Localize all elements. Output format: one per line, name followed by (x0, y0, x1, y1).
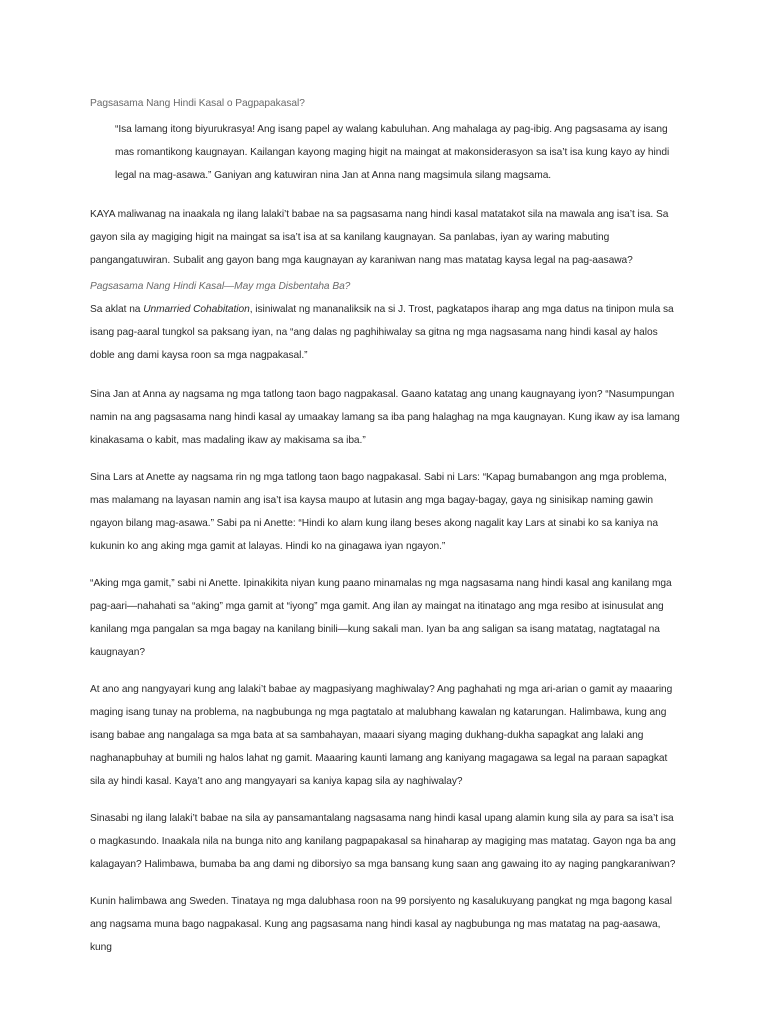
paragraph-trial: Sinasabi ng ilang lalaki’t babae na sila ay pansamantalang nagsasama nang hindi kasal upang alamin kung sila ay para sa isa’t isa o magkasundo. Inaakala nila na bunga nito ang kanilang pagpapakasal sa hinaharap ay magiging mas matatag. Gayon nga ba ang kalagayan? Halimbawa, bumaba ba ang dami ng diborsiyo sa mga bansang kung saan ang gawaing ito ay naging pangkaraniwan? (90, 813, 676, 870)
paragraph-jan-anna: Sina Jan at Anna ay nagsama ng mga tatlong taon bago nagpakasal. Gaano katatag ang unang kaugnayang iyon? “Nasumpungan namin na ang pagsasama nang hindi kasal ay umaakay lamang sa iba pang halaghag na mga kaugnayan. Kung ikaw ay isa lamang kinakasama o kabit, mas madaling ikaw ay makisama sa iba.” (90, 389, 680, 446)
document-title: Pagsasama Nang Hindi Kasal o Pagpapakasal? (90, 98, 305, 109)
paragraph-lars-anette: Sina Lars at Anette ay nagsama rin ng mga tatlong taon bago nagpakasal. Sabi ni Lars: “Kapag bumabangon ang mga problema, mas malamang na layasan namin ang isa’t isa kaysa maupo at lutasin ang mga bagay-bagay, gaya ng sinisikap naming gawin ngayon bilang mag-asawa.” Sabi pa ni Anette: “Hindi ko alam kung ilang beses akong nagalit kay Lars at sinabi ko sa kaniya na kukunin ko ang aking mga gamit at lalayas. Hindi ko na ginagawa iyan ngayon.” (90, 472, 667, 552)
opening-quote: “Isa lamang itong biyurukrasya! Ang isang papel ay walang kabuluhan. Ang mahalaga ay pag-ibig. Ang pagsasama ay isang mas romantikong kaugnayan. Kailangan kayong maging higit na maingat at makonsiderasyon sa isa’t isa kung kayo ay hindi legal na mag-asawa.” Ganiyan ang katuwiran nina Jan at Anna nang magsimula silang magsama. (115, 124, 670, 181)
paragraph-trost (90, 298, 682, 367)
paragraph-trost-end: , isiniwalat ng mananaliksik na si J. Trost, pagkatapos iharap ang mga datus na tinipon mula sa isang pag-aaral tungkol sa paksang iyan, na “ang dalas ng paghihiwalay sa gitna ng mga nagsasama nang hindi kasal ay halos doble ang dami kaysa roon sa mga nagpakasal.” (90, 304, 674, 361)
section-subheading: Pagsasama Nang Hindi Kasal—May mga Disbentaha Ba? (90, 281, 351, 292)
document-page (90, 92, 682, 959)
paragraph-trost-start: Sa aklat na (90, 304, 144, 315)
paragraph-separation: At ano ang nangyayari kung ang lalaki’t babae ay magpasiyang maghiwalay? Ang paghahati ng mga ari-arian o gamit ay maaaring maging isang tunay na problema, na nagbubunga ng mga pagtatalo at malubhang kawalan ng katarungan. Halimbawa, kung ang isang babae ang nangalaga sa mga bata at sa sambahayan, maaari siyang maging dukhang-dukha sapagkat ang lalaki ang naghanapbuhay at bumili ng halos lahat ng gamit. Maaaring kaunti lamang ang kaniyang magagawa sa legal na paraan sapagkat sila ay hindi kasal. Kaya’t ano ang mangyayari sa kaniya kapag sila ay naghiwalay? (90, 684, 673, 787)
paragraph-sweden: Kunin halimbawa ang Sweden. Tinataya ng mga dalubhasa roon na 99 porsiyento ng kasalukuyang pangkat ng mga bagong kasal ang nagsama muna bago nagpakasal. Kung ang pagsasama nang hindi kasal ay nagbubunga ng mas matatag na pag-aasawa, kung (90, 896, 672, 953)
book-title: Unmarried Cohabitation (143, 304, 250, 315)
paragraph-intro: KAYA maliwanag na inaakala ng ilang lalaki’t babae na sa pagsasama nang hindi kasal matatakot sila na mawala ang isa’t isa. Sa gayon sila ay magiging higit na maingat sa isa’t isa at sa kanilang kaugnayan. Sa panlabas, iyan ay waring mabuting pangangatuwiran. Subalit ang gayon bang mga kaugnayan ay karaniwan nang mas matatag kaysa legal na pag-aasawa? (90, 209, 669, 266)
paragraph-my-things: “Aking mga gamit,” sabi ni Anette. Ipinakikita niyan kung paano minamalas ng mga nagsasama nang hindi kasal ang kanilang mga pag-aari—nahahati sa “aking” mga gamit at “iyong” mga gamit. Ang ilan ay maingat na itinatago ang mga resibo at isinusulat ang kanilang mga pangalan sa mga bagay na kanilang binili—kung sakali man. Iyan ba ang saligan sa isang matatag, nagtatagal na kaugnayan? (90, 578, 672, 658)
